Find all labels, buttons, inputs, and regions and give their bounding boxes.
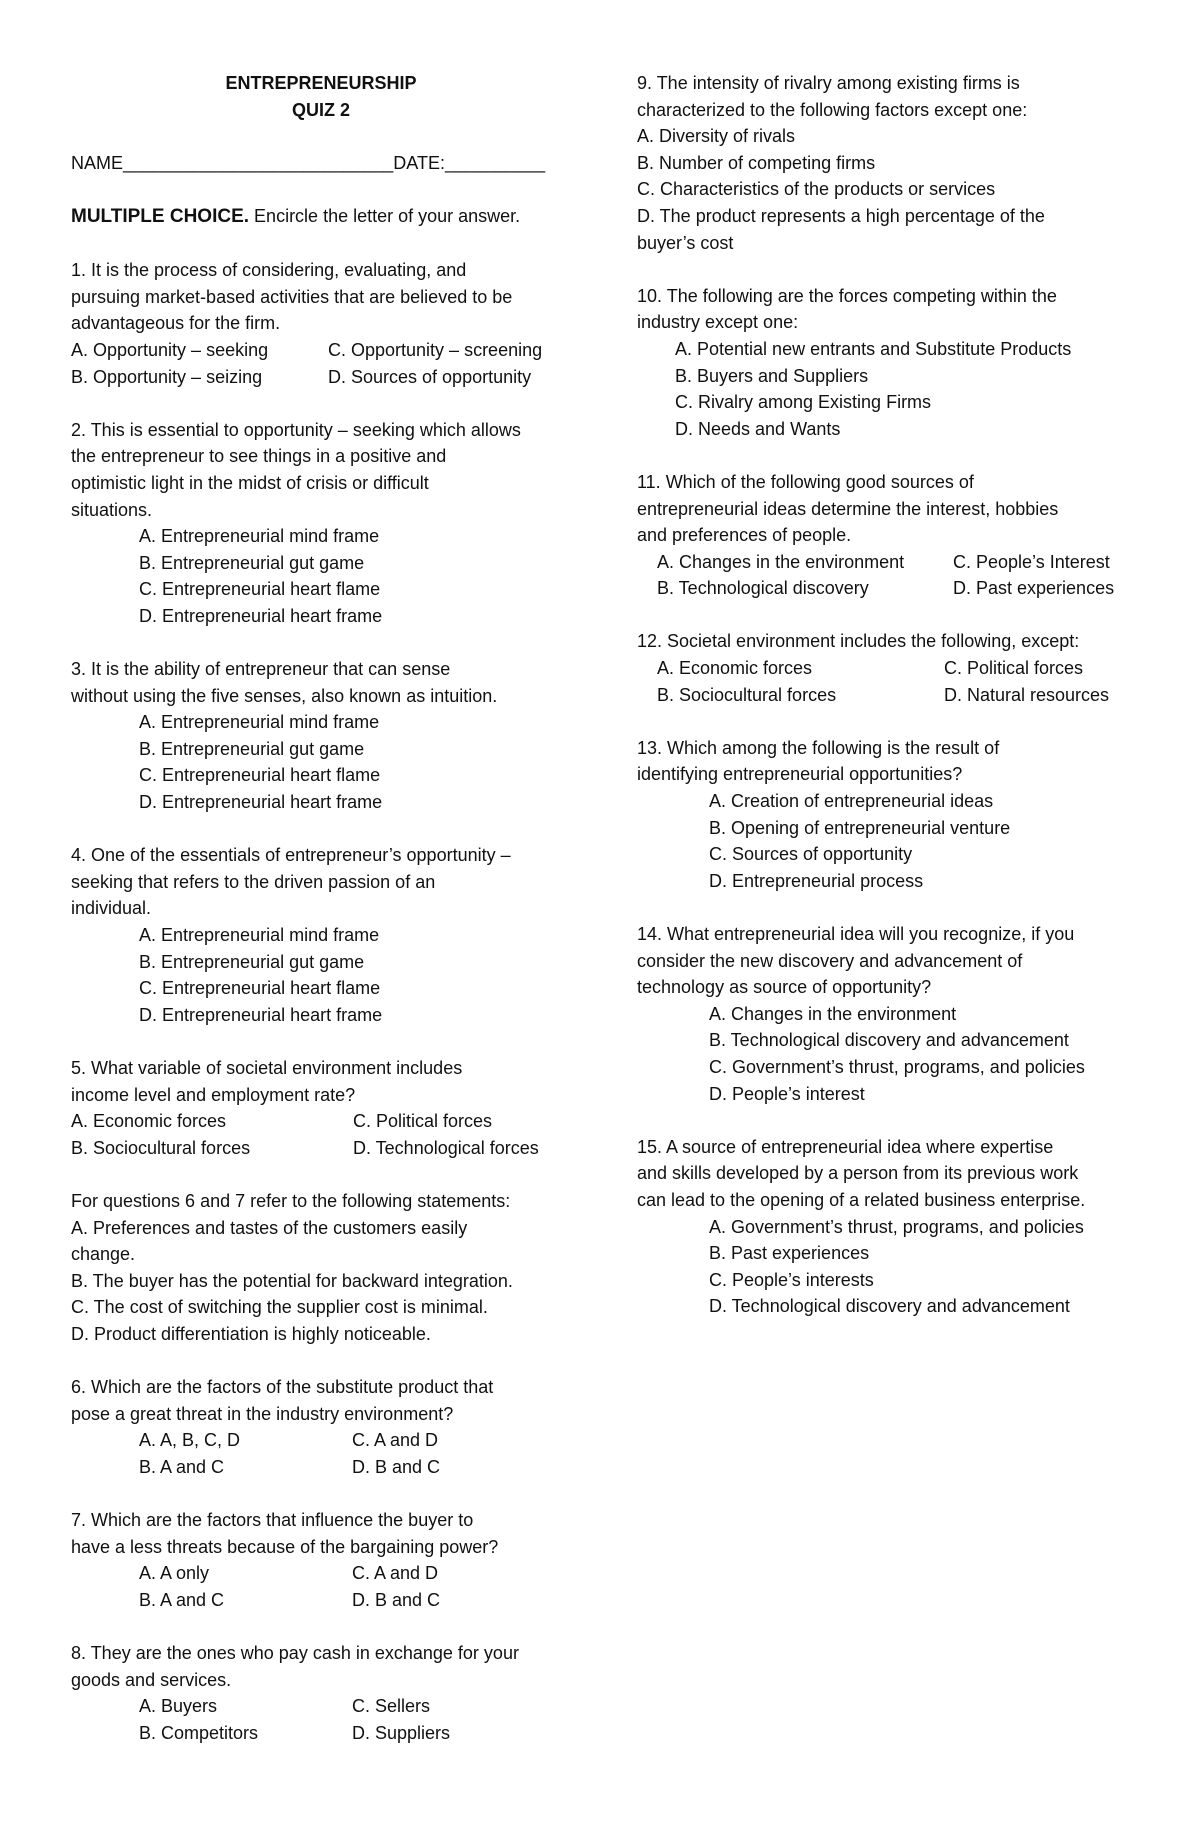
- choice-d[interactable]: D. Technological discovery and advancement: [709, 1296, 1070, 1317]
- question-text: 6. Which are the factors of the substitute product that: [71, 1377, 494, 1398]
- choice-b[interactable]: B. Technological discovery and advancement: [709, 1030, 1069, 1051]
- question-text: entrepreneurial ideas determine the interest, hobbies: [637, 498, 1059, 519]
- question-text: 9. The intensity of rivalry among existing firms is: [637, 73, 1020, 93]
- choice-a[interactable]: A. Economic forces: [657, 658, 813, 679]
- choice-a[interactable]: A. A only: [139, 1563, 210, 1584]
- question-text: and skills developed by a person from its previous work: [637, 1163, 1079, 1184]
- choice-d[interactable]: D. Suppliers: [352, 1722, 451, 1743]
- choice-c[interactable]: C. Entrepreneurial heart flame: [139, 978, 381, 999]
- question-text: 12. Societal environment includes the following, except:: [637, 631, 1080, 652]
- question-9: [637, 70, 1157, 256]
- question-3: [71, 656, 571, 816]
- question-text: 14. What entrepreneurial idea will you recognize, if you: [637, 924, 1075, 944]
- choice-a[interactable]: A. Potential new entrants and Substitute Products: [675, 338, 1072, 359]
- question-text: 3. It is the ability of entrepreneur that can sense: [71, 659, 451, 680]
- choice-b[interactable]: B. Entrepreneurial gut game: [139, 738, 365, 759]
- question-text: technology as source of opportunity?: [637, 977, 932, 998]
- statement-a: A. Preferences and tastes of the customers easily: [71, 1217, 468, 1238]
- question-text: advantageous for the firm.: [71, 313, 281, 334]
- question-text: situations.: [71, 499, 153, 520]
- choice-a[interactable]: A. Diversity of rivals: [637, 126, 796, 147]
- choice-c[interactable]: C. Characteristics of the products or services: [637, 179, 996, 200]
- question-text: 15. A source of entrepreneurial idea where expertise: [637, 1136, 1054, 1157]
- choice-d[interactable]: D. Entrepreneurial heart frame: [139, 1004, 383, 1025]
- choice-b[interactable]: B. Past experiences: [709, 1243, 870, 1264]
- instructions: [71, 203, 571, 231]
- instructions-label: MULTIPLE CHOICE.: [71, 205, 250, 227]
- choice-a[interactable]: A. Changes in the environment: [657, 551, 905, 572]
- statements-intro: For questions 6 and 7 refer to the following statements:: [71, 1190, 511, 1211]
- question-text: identifying entrepreneurial opportunities?: [637, 764, 963, 785]
- question-text: the entrepreneur to see things in a positive and: [71, 446, 447, 467]
- choice-d[interactable]: D. Needs and Wants: [675, 418, 841, 439]
- choice-a[interactable]: A. A, B, C, D: [139, 1430, 241, 1451]
- choice-d[interactable]: D. B and C: [352, 1589, 441, 1610]
- question-12: [637, 628, 1157, 708]
- choice-d[interactable]: D. Entrepreneurial process: [709, 870, 924, 891]
- question-text: 4. One of the essentials of entrepreneur’s opportunity –: [71, 845, 511, 866]
- choice-b[interactable]: B. Sociocultural forces: [657, 684, 837, 705]
- question-5: [71, 1055, 571, 1161]
- statements-block: [71, 1188, 571, 1348]
- instructions-text: Encircle the letter of your answer.: [249, 205, 521, 226]
- question-text: industry except one:: [637, 312, 799, 333]
- choice-c[interactable]: C. Sellers: [352, 1696, 431, 1717]
- choice-d[interactable]: D. B and C: [352, 1456, 441, 1477]
- question-4: [71, 842, 571, 1028]
- question-text: 10. The following are the forces competing within the: [637, 285, 1057, 306]
- choice-c[interactable]: C. Entrepreneurial heart flame: [139, 765, 381, 786]
- question-text: 1. It is the process of considering, evaluating, and: [71, 260, 467, 281]
- statement-c: C. The cost of switching the supplier cost is minimal.: [71, 1297, 488, 1318]
- choice-c[interactable]: C. A and D: [352, 1430, 439, 1451]
- choice-b[interactable]: B. Technological discovery: [657, 578, 869, 599]
- choice-c[interactable]: C. Government’s thrust, programs, and policies: [709, 1056, 1085, 1077]
- question-text: income level and employment rate?: [71, 1084, 356, 1105]
- question-10: [637, 283, 1157, 443]
- question-text: characterized to the following factors except one:: [637, 99, 1028, 120]
- right-column: [637, 70, 1157, 1347]
- choice-b[interactable]: B. Entrepreneurial gut game: [139, 951, 365, 972]
- choice-d[interactable]: D. Entrepreneurial heart frame: [139, 792, 383, 813]
- choice-a[interactable]: A. Entrepreneurial mind frame: [139, 526, 380, 547]
- choice-d[interactable]: D. Past experiences: [953, 578, 1115, 599]
- question-text: 7. Which are the factors that influence the buyer to: [71, 1510, 474, 1531]
- choice-a[interactable]: A. Opportunity – seeking: [71, 339, 269, 360]
- question-14: [637, 921, 1157, 1107]
- choice-a[interactable]: A. Entrepreneurial mind frame: [139, 712, 380, 733]
- statement-d: D. Product differentiation is highly noticeable.: [71, 1323, 431, 1344]
- choice-b[interactable]: B. Entrepreneurial gut game: [139, 552, 365, 573]
- left-column: [71, 70, 571, 1773]
- choice-b[interactable]: B. Opportunity – seizing: [71, 366, 263, 387]
- choice-b[interactable]: B. Competitors: [139, 1722, 259, 1743]
- choice-c[interactable]: C. A and D: [352, 1563, 439, 1584]
- question-text: pose a great threat in the industry environment?: [71, 1403, 454, 1424]
- choice-b[interactable]: B. A and C: [139, 1456, 225, 1477]
- question-text: 2. This is essential to opportunity – seeking which allows: [71, 419, 521, 440]
- choice-d[interactable]: D. Natural resources: [944, 684, 1110, 705]
- choice-a[interactable]: A. Buyers: [139, 1696, 218, 1717]
- document-subtitle: QUIZ 2: [291, 99, 350, 120]
- choice-d[interactable]: D. Technological forces: [353, 1137, 539, 1158]
- question-13: [637, 735, 1157, 895]
- choice-b[interactable]: B. Number of competing firms: [637, 152, 876, 173]
- question-2: [71, 417, 571, 630]
- question-text: consider the new discovery and advancement of: [637, 950, 1023, 971]
- question-text: can lead to the opening of a related business enterprise.: [637, 1189, 1086, 1210]
- choice-d[interactable]: D. The product represents a high percentage of the: [637, 205, 1045, 226]
- question-text: 5. What variable of societal environment includes: [71, 1057, 463, 1078]
- statement-a-cont: change.: [71, 1244, 136, 1265]
- question-text: 11. Which of the following good sources of: [637, 471, 974, 492]
- name-date-line: NAME___________________________DATE:__________: [71, 152, 546, 173]
- question-1: [71, 257, 571, 390]
- question-text: optimistic light in the midst of crisis or difficult: [71, 472, 429, 493]
- choice-d[interactable]: D. Sources of opportunity: [328, 366, 532, 387]
- document-title: ENTREPRENEURSHIP: [225, 73, 417, 93]
- question-11: [637, 469, 1157, 602]
- choice-b[interactable]: B. A and C: [139, 1589, 225, 1610]
- choice-b[interactable]: B. Sociocultural forces: [71, 1137, 251, 1158]
- question-8: [71, 1640, 571, 1746]
- choice-d[interactable]: D. People’s interest: [709, 1083, 865, 1104]
- question-text: pursuing market-based activities that are believed to be: [71, 286, 513, 307]
- statement-b: B. The buyer has the potential for backward integration.: [71, 1270, 513, 1291]
- question-6: [71, 1374, 571, 1480]
- choice-c[interactable]: C. Opportunity – screening: [328, 339, 543, 360]
- choice-b[interactable]: B. Opening of entrepreneurial venture: [709, 817, 1011, 838]
- choice-c[interactable]: C. Sources of opportunity: [709, 844, 913, 865]
- choice-a[interactable]: A. Changes in the environment: [709, 1003, 957, 1024]
- choice-b[interactable]: B. Buyers and Suppliers: [675, 365, 869, 386]
- question-text: 8. They are the ones who pay cash in exchange for your: [71, 1643, 519, 1664]
- choice-a[interactable]: A. Entrepreneurial mind frame: [139, 925, 380, 945]
- question-text: seeking that refers to the driven passion of an: [71, 871, 436, 892]
- choice-d-cont[interactable]: buyer’s cost: [637, 232, 734, 253]
- question-text: have a less threats because of the bargaining power?: [71, 1536, 499, 1557]
- choice-c[interactable]: C. Political forces: [944, 658, 1084, 679]
- choice-c[interactable]: C. Entrepreneurial heart flame: [139, 579, 381, 600]
- choice-c[interactable]: C. People’s Interest: [953, 551, 1110, 572]
- choice-a[interactable]: A. Government’s thrust, programs, and policies: [709, 1216, 1084, 1237]
- choice-c[interactable]: C. Rivalry among Existing Firms: [675, 392, 932, 413]
- question-text: and preferences of people.: [637, 525, 852, 546]
- choice-c[interactable]: C. Political forces: [353, 1111, 493, 1132]
- question-text: individual.: [71, 898, 152, 919]
- choice-a[interactable]: A. Economic forces: [71, 1111, 227, 1132]
- question-7: [71, 1507, 571, 1613]
- question-text: goods and services.: [71, 1669, 232, 1690]
- choice-a[interactable]: A. Creation of entrepreneurial ideas: [709, 791, 994, 812]
- question-15: [637, 1134, 1157, 1320]
- choice-d[interactable]: D. Entrepreneurial heart frame: [139, 605, 383, 626]
- question-text: without using the five senses, also known as intuition.: [71, 685, 498, 706]
- question-text: 13. Which among the following is the result of: [637, 737, 1000, 758]
- choice-c[interactable]: C. People’s interests: [709, 1269, 874, 1290]
